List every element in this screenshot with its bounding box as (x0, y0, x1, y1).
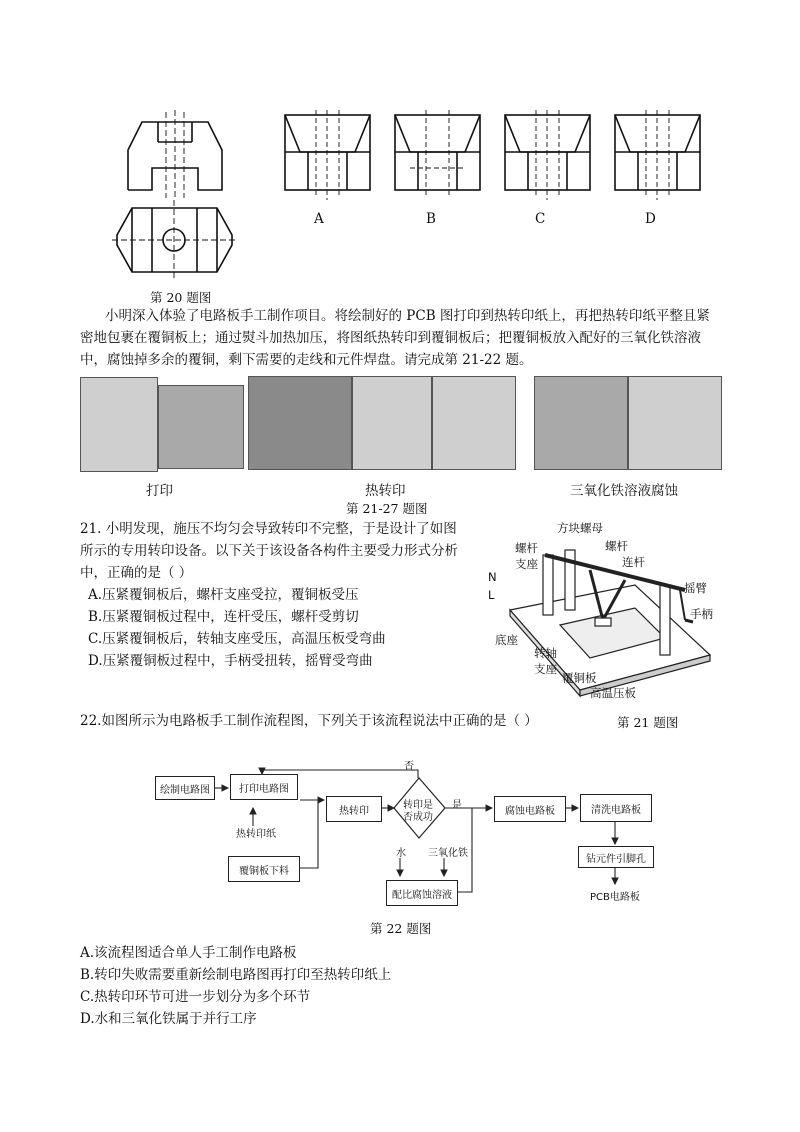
flow-clean: 清洗电路板 (580, 794, 652, 822)
flow-pcb: PCB电路板 (590, 892, 640, 903)
q21-stem-3: 中，正确的是（ ） (80, 565, 193, 581)
q21-option-b: B.压紧覆铜板过程中，连杆受压，螺杆受剪切 (88, 609, 359, 625)
q22-option-b: B.转印失败需要重新绘制电路图再打印至热转印纸上 (80, 967, 392, 983)
intro-line-2: 密地包裹在覆铜板上；通过熨斗加热加压，将图纸热转印到覆铜板后；把覆铜板放入配好的三氧化铁溶液 (80, 330, 701, 346)
q21-option-d: D.压紧覆铜板过程中，手柄受扭转，摇臂受弯曲 (88, 653, 373, 669)
flow-water: 水 (396, 848, 406, 859)
flow-yes: 是 (452, 800, 462, 811)
flow-decision-1: 转印是 (403, 800, 433, 811)
q22-option-a: A.该流程图适合单人手工制作电路板 (80, 945, 297, 961)
flow-etch: 腐蚀电路板 (494, 796, 566, 822)
photos-caption: 第 21-27 题图 (346, 501, 428, 516)
flow-no: 否 (404, 761, 414, 772)
label-rocker: 摇臂 (684, 581, 707, 595)
label-pivot-support-1: 转轴 (534, 646, 557, 660)
flow-transfer: 热转印 (326, 796, 382, 822)
label-screw-support-1: 螺杆 (515, 541, 538, 555)
flow-draw: 绘制电路图 (155, 776, 215, 800)
fig20-caption: 第 20 题图 (150, 290, 212, 305)
q22-option-d: D.水和三氧化铁属于并行工序 (80, 1011, 257, 1027)
q21-caption: 第 21 题图 (617, 715, 679, 730)
label-link: 连杆 (622, 555, 645, 569)
q22-caption: 第 22 题图 (370, 921, 432, 936)
label-nut: 方块螺母 (557, 521, 603, 535)
label-pivot-support-2: 支座 (534, 662, 557, 676)
q21-stem-2: 所示的专用转印设备。以下关于该设备各构件主要受力形式分析 (80, 543, 458, 559)
flow-paper: 热转印纸 (236, 829, 276, 840)
label-n: N (488, 570, 497, 584)
option-a-label: A (314, 211, 324, 227)
label-l: L (488, 588, 495, 602)
flow-drill: 钻元件引脚孔 (578, 846, 654, 868)
label-hot-plate: 高温压板 (590, 686, 636, 700)
photo-label-etch: 三氧化铁溶液腐蚀 (570, 483, 678, 499)
option-b-label: B (426, 211, 436, 227)
label-screw-support-2: 支座 (515, 557, 538, 571)
q22-stem: 22.如图所示为电路板手工制作流程图，下列关于该流程说法中正确的是（ ） (80, 713, 538, 729)
option-c-label: C (535, 211, 546, 227)
photo-label-transfer: 热转印 (365, 483, 406, 499)
photo-label-print: 打印 (146, 483, 173, 499)
intro-line-1: 小明深入体验了电路板手工制作项目。将绘制好的 PCB 图打印到热转印纸上，再把热转印纸平整且紧 (105, 308, 710, 324)
label-handle: 手柄 (690, 607, 713, 621)
label-base: 底座 (495, 633, 518, 647)
flow-decision-2: 否成功 (403, 812, 433, 823)
label-screw: 螺杆 (605, 539, 628, 553)
flow-blank: 覆铜板下料 (228, 856, 300, 882)
flow-print: 打印电路图 (230, 774, 298, 800)
flow-mix: 配比腐蚀溶液 (386, 880, 458, 906)
flow-fecl: 三氧化铁 (428, 848, 468, 859)
q21-option-a: A.压紧覆铜板后，螺杆支座受拉，覆铜板受压 (88, 587, 359, 603)
q22-option-c: C.热转印环节可进一步划分为多个环节 (80, 989, 311, 1005)
intro-line-3: 中，腐蚀掉多余的覆铜，剩下需要的走线和元件焊盘。请完成第 21-22 题。 (80, 352, 533, 368)
q21-option-c: C.压紧覆铜板后，转轴支座受压，高温压板受弯曲 (88, 631, 386, 647)
label-copper-board: 覆铜板 (562, 671, 597, 685)
q21-stem-1: 21. 小明发现，施压不均匀会导致转印不完整，于是设计了如图 (80, 521, 457, 537)
option-d-label: D (645, 211, 656, 227)
